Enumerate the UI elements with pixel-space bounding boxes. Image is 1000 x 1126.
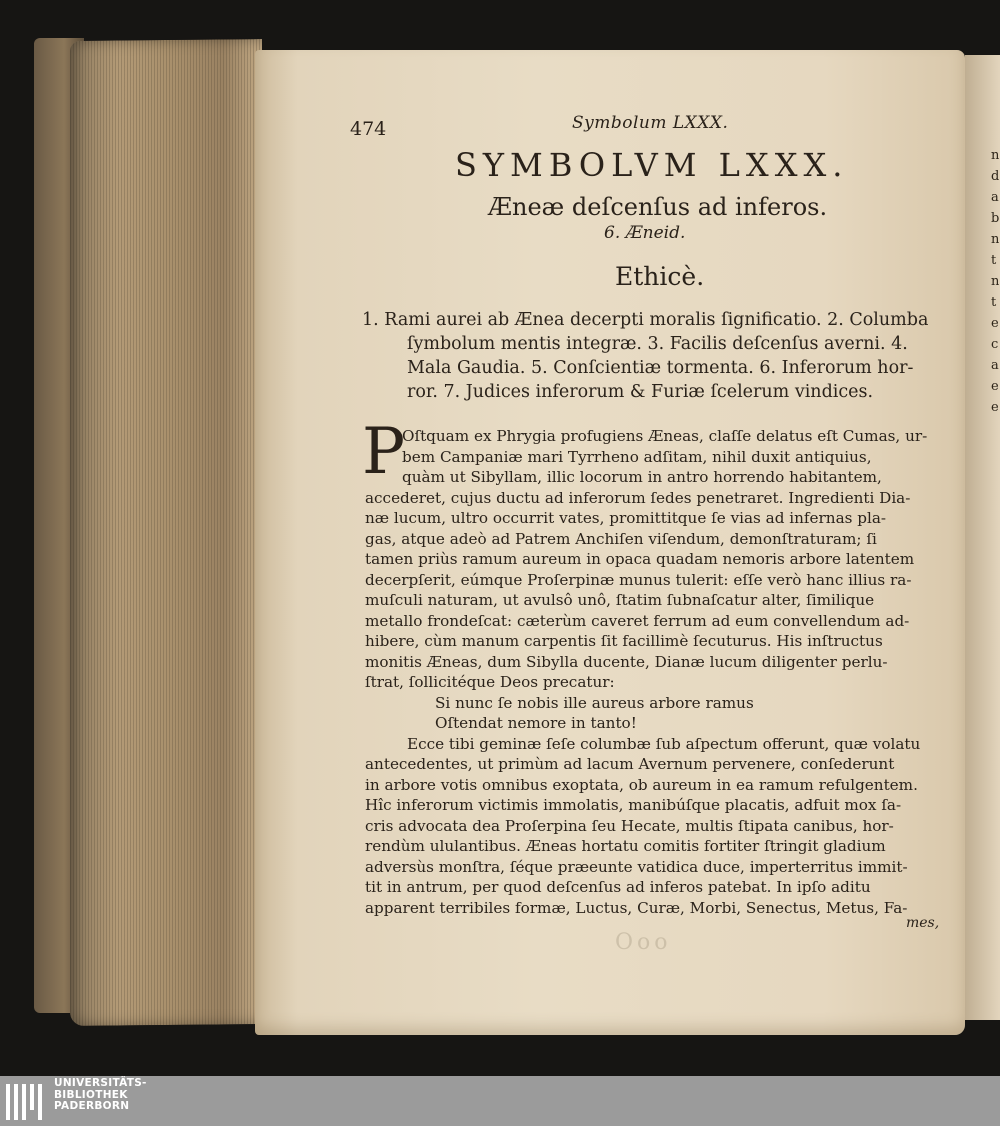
summary-line: 1. Rami aurei ab Ænea decerpti moralis ſignificatio. 2. Columba bbox=[362, 310, 929, 330]
institution-line: PADERBORN bbox=[54, 1100, 130, 1112]
body-line: adversùs monſtra, ſéque præeunte vatidica duce, imperterritus immit- bbox=[365, 857, 908, 876]
body-line: muſculi naturam, ut avulsô unô, ſtatim ſubnaſcatur alter, ſimilique bbox=[365, 591, 875, 609]
body-line: Ecce tibi geminæ ſeſe columbæ ſub aſpectum offerunt, quæ volatu bbox=[407, 734, 921, 753]
body-line: monitis Æneas, dum Sibylla ducente, Dianæ lucum diligenter perlu- bbox=[365, 652, 888, 671]
library-logo-icon bbox=[6, 1084, 46, 1120]
next-page-letters: n d a b n t n t e c a e e bbox=[991, 148, 1000, 415]
institution-name bbox=[54, 1078, 147, 1113]
running-head: Symbolum LXXX. bbox=[572, 113, 729, 133]
body-line: ſtrat, ſollicitéque Deos precatur: bbox=[365, 673, 615, 691]
summary-line: ror. 7. Judices inferorum & Furiæ ſcelerum vindices. bbox=[407, 382, 874, 402]
body-line: antecedentes, ut primùm ad lacum Avernum pervenere, conſederunt bbox=[365, 755, 895, 773]
page-number: 474 bbox=[350, 118, 387, 140]
body-line: Oſtquam ex Phrygia profugiens Æneas, claſſe delatus eſt Cumas, ur- bbox=[402, 427, 928, 445]
body-line: hibere, cùm manum carpentis ſit facillimè ſecuturus. His inſtructus bbox=[365, 632, 883, 650]
book-fore-edge bbox=[70, 39, 262, 1026]
body-line: bem Campaniæ mari Tyrrheno adſitam, nihil duxit antiquius, bbox=[402, 447, 872, 466]
body-line: tamen priùs ramum aureum in opaca quadam nemoris arbore latentem bbox=[365, 550, 915, 568]
body-line: metallo frondeſcat: cæterùm caveret ferrum ad eum convellendum ad- bbox=[365, 611, 910, 630]
signature-mark: Ooo bbox=[615, 930, 672, 955]
section-title: Ethicè. bbox=[615, 262, 705, 291]
body-line: apparent terribiles formæ, Luctus, Curæ, Morbi, Senectus, Metus, Fa- bbox=[365, 898, 908, 917]
symbol-source: 6. Æneid. bbox=[604, 223, 686, 243]
next-page-edge bbox=[965, 55, 1000, 1020]
drop-cap: P bbox=[362, 415, 406, 489]
body-line: quàm ut Sibyllam, illic locorum in antro horrendo habitantem, bbox=[402, 468, 882, 486]
symbol-subtitle: Æneæ deſcenſus ad inferos. bbox=[488, 193, 828, 221]
body-line: rendùm ululantibus. Æneas hortatu comitis fortiter ſtringit gladium bbox=[365, 837, 886, 855]
body-line: in arbore votis omnibus exoptata, ob aureum in ea ramum refulgentem. bbox=[365, 775, 918, 794]
summary-line: Mala Gaudia. 5. Conſcientiæ tormenta. 6. Inferorum hor- bbox=[407, 358, 914, 378]
institution-line: UNIVERSITÄTS- bbox=[54, 1077, 147, 1089]
body-line: Hîc inferorum victimis immolatis, manibúſque placatis, adfuit mox ſa- bbox=[365, 796, 902, 814]
summary-line: ſymbolum mentis integræ. 3. Facilis deſcenſus averni. 4. bbox=[407, 334, 908, 354]
symbol-title: SYMBOLVM LXXX. bbox=[455, 146, 849, 184]
catchword: mes, bbox=[906, 915, 940, 931]
body-text bbox=[365, 426, 935, 918]
verse-line: Oſtendat nemore in tanto! bbox=[435, 714, 637, 732]
body-line: decerpſerit, eúmque Proſerpinæ munus tulerit: eſſe verò hanc illius ra- bbox=[365, 570, 912, 589]
body-line: tit in antrum, per quod deſcenſus ad inferos patebat. In ipſo aditu bbox=[365, 878, 871, 896]
verse-line: Si nunc ſe nobis ille aureus arbore ramus bbox=[435, 693, 754, 712]
body-line: accederet, cujus ductu ad inferorum ſedes penetraret. Ingredienti Dia- bbox=[365, 488, 911, 507]
body-line: gas, atque adeò ad Patrem Anchiſen viſendum, demonſtraturam; ſi bbox=[365, 529, 877, 548]
body-line: cris advocata dea Proſerpina ſeu Hecate, multis ſtipata canibus, hor- bbox=[365, 816, 894, 835]
footer-bar bbox=[0, 1076, 1000, 1126]
summary-list bbox=[362, 308, 937, 404]
body-line: næ lucum, ultro occurrit vates, promittitque ſe vias ad infernas pla- bbox=[365, 509, 887, 527]
institution-line: BIBLIOTHEK bbox=[54, 1088, 128, 1101]
